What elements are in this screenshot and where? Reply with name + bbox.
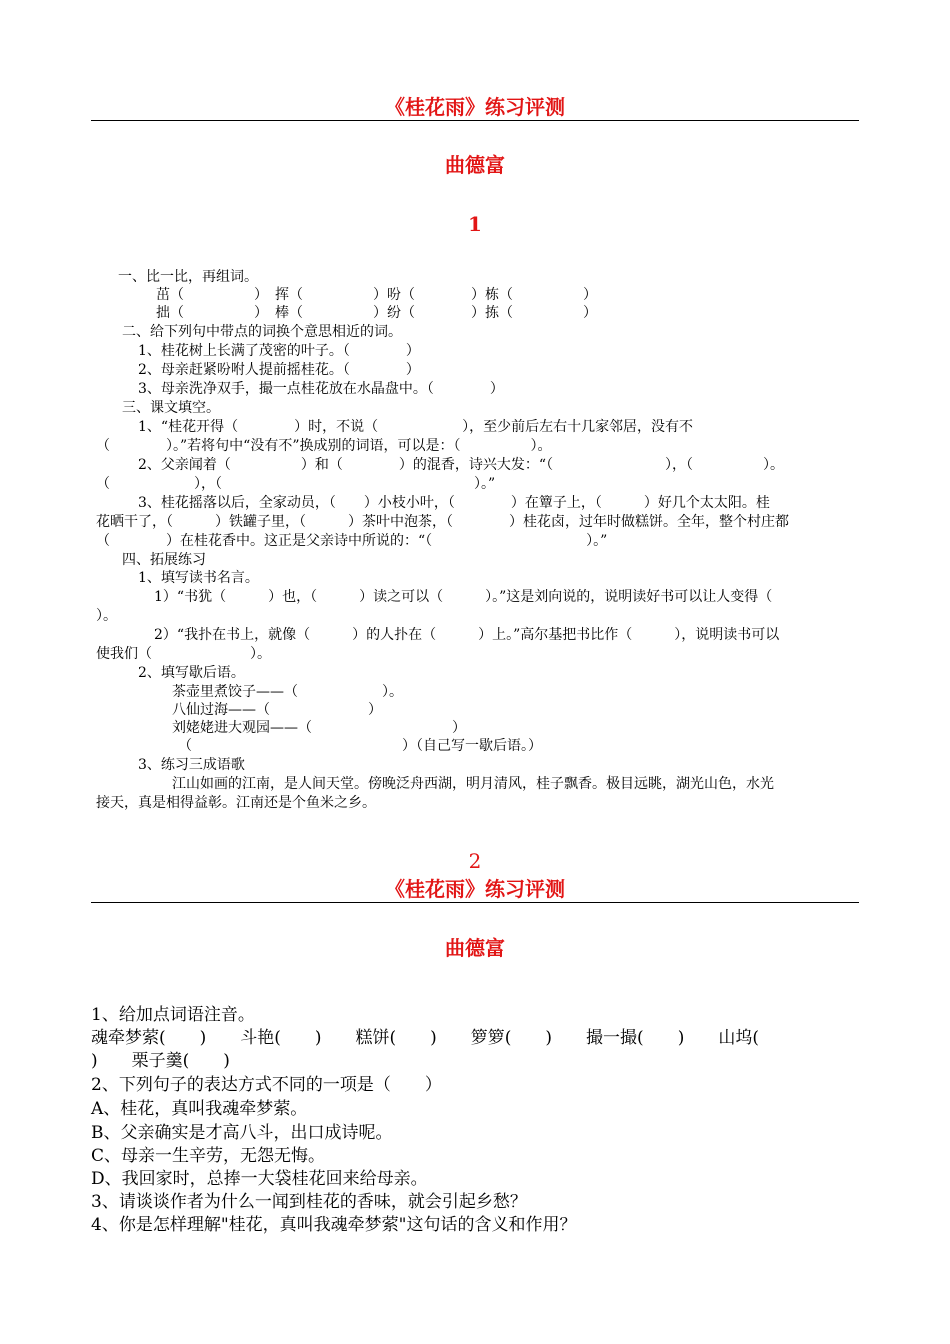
p2-q2-option-d: D、我回家时，总捧一大袋桂花回来给母亲。 [91, 1169, 428, 1189]
p2-q1-words-line-1: 魂牵梦萦( ) 斗艳( ) 糕饼( ) 箩箩( ) 撮一撮( ) 山坞( [91, 1028, 759, 1048]
p2-q1-words-line-2: ) 栗子羹( ) [91, 1051, 230, 1071]
part1-title: 《桂花雨》练习评测 [385, 95, 565, 119]
q4-sub-1-item-1-line-2: ）。 [96, 608, 117, 624]
q3-item-1-line-1: 1、“桂花开得（ ）时，不说（ ），至少前后左右十几家邻居，没有不 [138, 419, 694, 435]
q4-sub-1-item-2-line-2: 使我们（ ）。 [96, 646, 271, 662]
q3-item-1-line-2: （ ）。”若将句中“没有不”换成别的词语，可以是：（ ）。 [96, 438, 552, 454]
part2-title: 《桂花雨》练习评测 [385, 877, 565, 901]
q2-item-2: 2、母亲赶紧吩咐人提前摇桂花。（ ） [138, 362, 420, 378]
p2-q1-heading: 1、给加点词语注音。 [91, 1005, 255, 1025]
q1-row-2: 拙（ ） 棒（ ）纷（ ）拣（ ） [156, 305, 597, 321]
q4-sub-2-item-3: 刘姥姥进大观园——（ ） [172, 720, 466, 736]
q4-sub-2-item-4: （ ）（自己写一歇后语。） [178, 738, 542, 754]
title-rule-1 [91, 120, 859, 121]
p2-q2-heading: 2、下列句子的表达方式不同的一项是（ ） [91, 1075, 442, 1095]
p2-q4: 4、你是怎样理解"桂花，真叫我魂牵梦萦"这句话的含义和作用？ [91, 1215, 577, 1235]
q4-sub-1-item-2-line-1: 2）“我扑在书上，就像（ ）的人扑在（ ）上。”高尔基把书比作（ ），说明读书可以 [154, 627, 780, 643]
q3-item-3-line-3: （ ）在桂花香中。这正是父亲诗中所说的：“（ ）。” [96, 533, 608, 549]
q4-sub-1-item-1-line-1: 1）“书犹（ ）也，（ ）读之可以（ ）。”这是刘向说的，说明读好书可以让人变得（ [154, 589, 773, 605]
part2-number: 2 [468, 849, 482, 873]
q4-sub-2-item-2: 八仙过海——（ ） [172, 702, 382, 718]
q3-heading: 三、课文填空。 [122, 400, 220, 416]
q2-heading: 二、给下列句中带点的词换个意思相近的词。 [122, 324, 402, 340]
q4-heading: 四、拓展练习 [122, 552, 206, 568]
q4-sub-3-text-line-1: 江山如画的江南，是人间天堂。傍晚泛舟西湖，明月清风，桂子飘香。极目远眺，湖光山色，水光 [172, 776, 774, 792]
q2-item-3: 3、母亲洗净双手，撮一点桂花放在水晶盘中。（ ） [138, 381, 504, 397]
p2-q2-option-c: C、母亲一生辛劳，无怨无悔。 [91, 1146, 326, 1166]
title-rule-2 [91, 902, 859, 903]
q4-sub-3-text-line-2: 接天，真是相得益彰。江南还是个鱼米之乡。 [96, 795, 376, 811]
part1-author: 曲德富 [445, 153, 505, 177]
q4-sub-2-item-1: 茶壶里煮饺子——（ ）。 [172, 684, 403, 700]
q3-item-3-line-1: 3、桂花摇落以后，全家动员，（ ）小枝小叶，（ ）在簟子上，（ ）好几个太太阳。桂 [138, 495, 770, 511]
q4-sub-2: 2、填写歇后语。 [138, 665, 245, 681]
part2-author: 曲德富 [445, 936, 505, 960]
q3-item-2-line-1: 2、父亲闻着（ ）和（ ）的混香，诗兴大发：“（ ），（ ）。 [138, 457, 785, 473]
part1-number: 1 [468, 212, 482, 236]
q2-item-1: 1、桂花树上长满了茂密的叶子。（ ） [138, 343, 420, 359]
q4-sub-1: 1、填写读书名言。 [138, 570, 259, 586]
q3-item-2-line-2: （ ），（ ）。” [96, 476, 496, 492]
p2-q3: 3、请谈谈作者为什么一闻到桂花的香味，就会引起乡愁？ [91, 1192, 527, 1212]
q1-row-1: 茁（ ） 挥（ ）吩（ ）栋（ ） [156, 287, 597, 303]
q3-item-3-line-2: 花晒干了，（ ）铁罐子里，（ ）茶叶中泡茶，（ ）桂花卤，过年时做糕饼。全年，整个村庄都 [96, 514, 789, 530]
q4-sub-3: 3、练习三成语歌 [138, 757, 245, 773]
p2-q2-option-b: B、父亲确实是才高八斗，出口成诗呢。 [91, 1123, 393, 1143]
q1-heading: 一、比一比，再组词。 [118, 269, 258, 285]
p2-q2-option-a: A、桂花，真叫我魂牵梦萦。 [91, 1099, 308, 1119]
